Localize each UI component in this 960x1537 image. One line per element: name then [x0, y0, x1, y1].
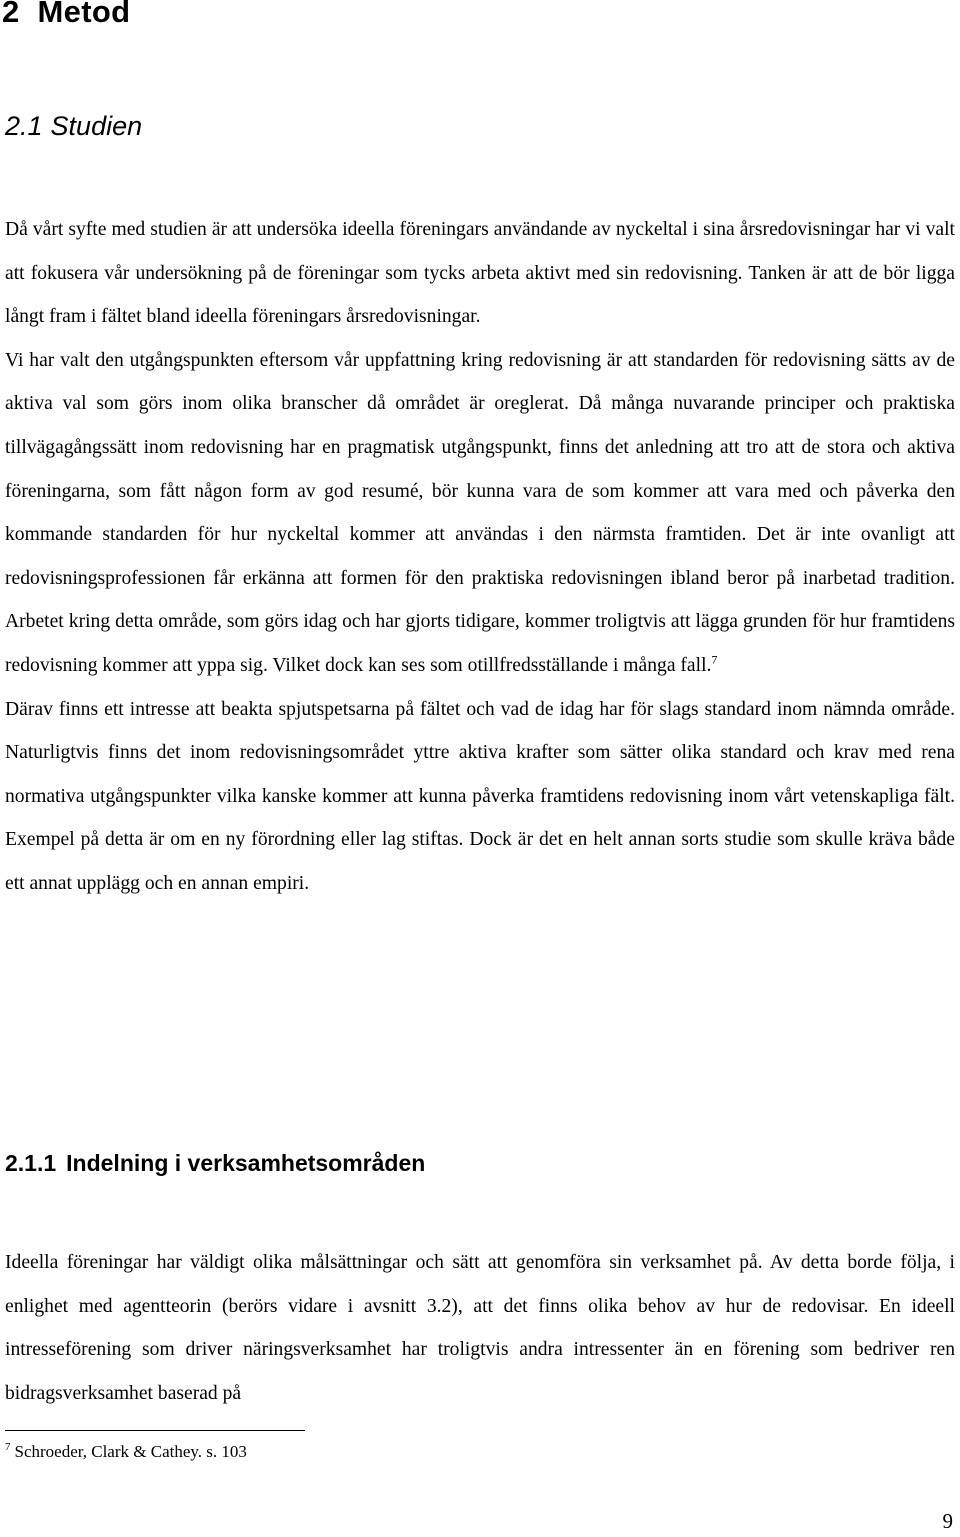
section-title: Studien	[50, 111, 143, 141]
page-number: 9	[942, 1509, 953, 1533]
chapter-title: Metod	[37, 0, 131, 29]
subsection-heading	[5, 1150, 425, 1177]
footnote	[5, 1441, 247, 1463]
subsection-title: Indelning i verksamhetsområden	[66, 1150, 426, 1176]
body-paragraph: Ideella föreningar har väldigt olika målsättningar och sätt att genomföra sin verksamhet på. Av detta borde följa, i enlighet med agentteorin (berörs vidare i avsnitt 3.2), att det finns olika behov av hur de redovisar. En ideell intresseförening som driver näringsverksamhet har troligtvis andra intressenter än en förening som bedriver ren bidragsverksamhet baserad på	[5, 1252, 955, 1404]
section-body	[5, 208, 955, 906]
body-paragraph	[5, 339, 955, 688]
section-heading	[5, 111, 142, 142]
footnote-separator	[5, 1430, 305, 1431]
footnote-text: Schroeder, Clark & Cathey. s. 103	[14, 1442, 247, 1461]
footnote-reference[interactable]: 7	[711, 652, 718, 667]
subsection-number: 2.1.1	[5, 1150, 57, 1176]
body-paragraph-text: Vi har valt den utgångspunkten eftersom vår uppfattning kring redovisning är att standarden för redovisning sätts av de aktiva val som görs inom olika branscher då området är oreglerat. Då många nuvarande principer och praktiska tillvägagångssätt inom redovisning har en pragmatisk utgångspunkt, finns det anledning att tro att de stora och aktiva föreningarna, som fått någon form av god resumé, bör kunna vara de som kommer att vara med och påverka den kommande standarden för hur nyckeltal kommer att användas i den närmsta framtiden. Det är inte ovanligt att redovisningsprofessionen får erkänna att formen för den praktiska redovisningen ibland beror på inarbetad tradition. Arbetet kring detta område, som görs idag och har gjorts tidigare, kommer troligtvis att lägga grunden för hur framtidens redovisning kommer att yppa sig. Vilket dock kan ses som otillfredsställande i många fall.	[5, 349, 955, 676]
body-paragraph: Då vårt syfte med studien är att undersöka ideella föreningars användande av nyckeltal i sina årsredovisningar har vi valt att fokusera vår undersökning på de föreningar som tycks arbeta aktivt med sin redovisning. Tanken är att de bör ligga långt fram i fältet bland ideella föreningars årsredovisningar.	[5, 219, 955, 328]
body-paragraph: Därav finns ett intresse att beakta spjutspetsarna på fältet och vad de idag har för slags standard inom nämnda område. Naturligtvis finns det inom redovisningsområdet yttre aktiva krafter som sätter olika standard och krav med rena normativa utgångspunkter vilka kanske kommer att kunna påverka framtidens redovisning inom vårt vetenskapliga fält. Exempel på detta är om en ny förordning eller lag stiftas. Dock är det en helt annan sorts studie som skulle kräva både ett annat upplägg och en annan empiri.	[5, 698, 955, 894]
chapter-number: 2	[2, 0, 20, 29]
footnote-mark: 7	[5, 1441, 11, 1454]
chapter-heading	[2, 0, 130, 30]
section-number: 2.1	[5, 111, 43, 141]
subsection-body	[5, 1241, 955, 1415]
